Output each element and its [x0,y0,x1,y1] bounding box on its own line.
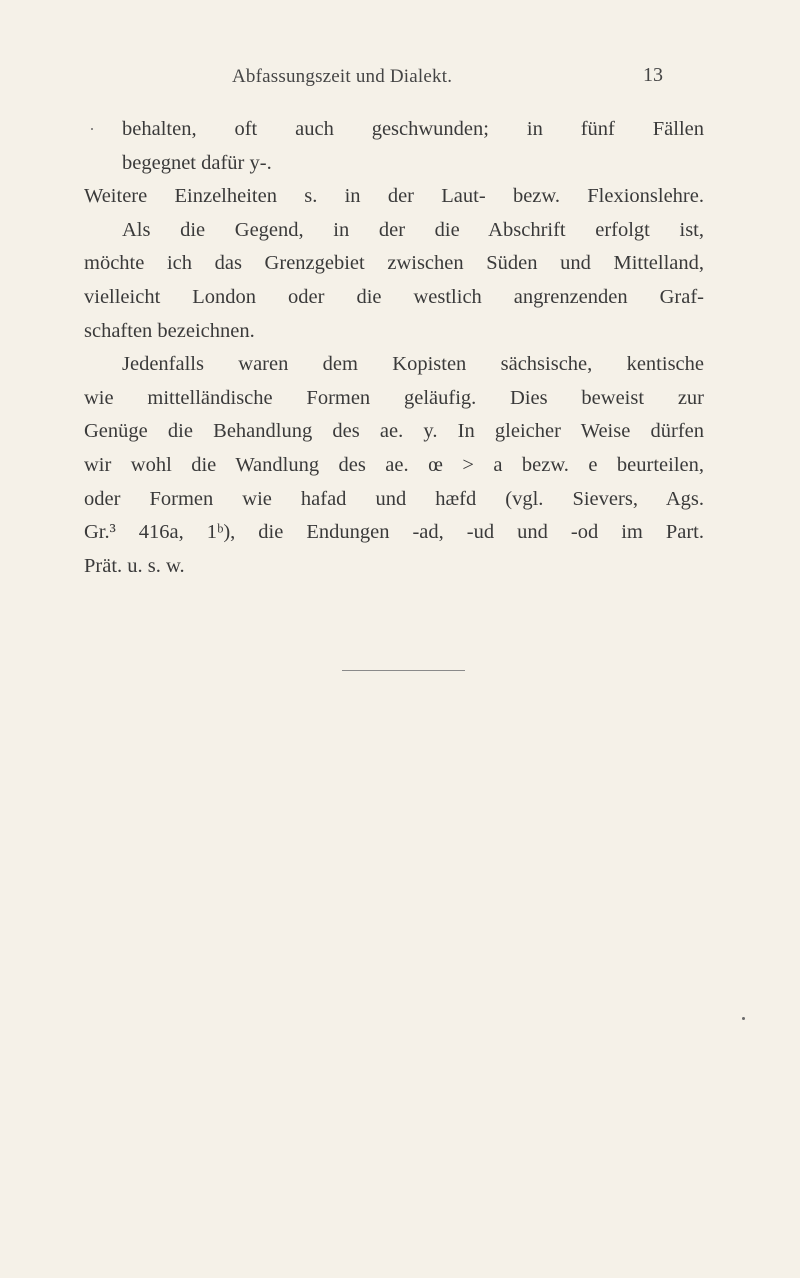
text-line: wie mittelländische Formen geläufig. Dies beweist zur [84,386,704,409]
text-line: wir wohl die Wandlung des ae. œ > a bezw. e beurteilen, [84,453,704,476]
text-line: Weitere Einzelheiten s. in der Laut- bezw. Flexionslehre. [84,185,704,208]
paper-speck [91,128,93,130]
text-line: oder Formen wie hafad und hæfd (vgl. Sievers, Ags. [84,487,704,510]
page-number: 13 [643,64,663,86]
text-line: Jedenfalls waren dem Kopisten sächsische, kentische [122,353,704,376]
text-line: Genüge die Behandlung des ae. y. In gleicher Weise dürfen [84,420,704,443]
text-line: Gr.³ 416a, 1ᵇ), die Endungen -ad, -ud und -od im Part. [84,521,704,544]
body-text [84,113,704,583]
text-line: möchte ich das Grenzgebiet zwischen Süden und Mittelland, [84,252,704,275]
text-line: begegnet dafür y-. [122,151,272,174]
text-line: behalten, oft auch geschwunden; in fünf Fällen [122,118,704,140]
text-line: schaften bezeichnen. [84,319,255,342]
paper-speck [742,1017,745,1020]
text-line: Prät. u. s. w. [84,554,185,577]
text-line: Als die Gegend, in der die Abschrift erfolgt ist, [122,218,704,241]
running-head: Abfassungszeit und Dialekt. [232,66,453,87]
section-divider [342,670,465,671]
text-line: vielleicht London oder die westlich angrenzenden Graf- [84,285,704,308]
